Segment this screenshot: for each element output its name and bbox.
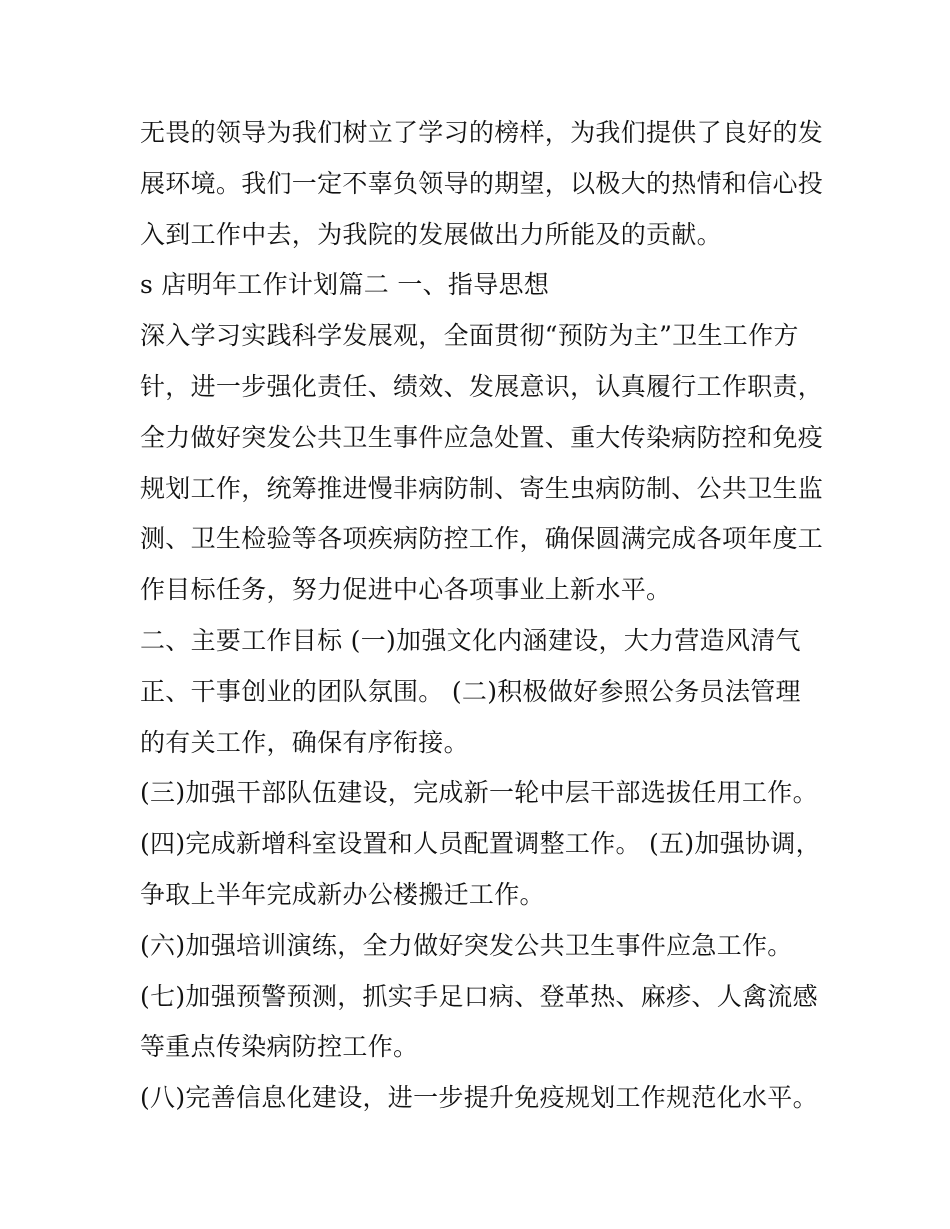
text-line: 入到工作中去，为我院的发展做出力所能及的贡献。: [140, 219, 722, 249]
text-line: (八)完善信息化建设，进一步提升免疫规划工作规范化水平。: [140, 1083, 818, 1113]
text-line: 等重点传染病防控工作。: [140, 1032, 419, 1062]
text-line: 作目标任务，努力促进中心各项事业上新水平。: [140, 575, 672, 605]
text-line: 正、干事创业的团队氛围。 (二)积极做好参照公务员法管理: [140, 676, 801, 706]
document-body: [140, 108, 824, 1124]
text-line: 无畏的领导为我们树立了学习的榜样，为我们提供了良好的发: [140, 118, 824, 147]
section-heading-line: s 店明年工作计划篇二 一、指导思想: [140, 270, 550, 300]
text-line: (七)加强预警预测，抓实手足口病、登革热、麻疹、人禽流感: [140, 981, 818, 1011]
text-line: 规划工作，统筹推进慢非病防制、寄生虫病防制、公共卫生监: [140, 473, 824, 503]
text-line: (三)加强干部队伍建设，完成新一轮中层干部选拔任用工作。: [140, 778, 818, 808]
text-line: 争取上半年完成新办公楼搬迁工作。: [140, 879, 545, 909]
text-line: 展环境。我们一定不辜负领导的期望，以极大的热情和信心投: [140, 168, 824, 198]
text-line: 全力做好突发公共卫生事件应急处置、重大传染病防控和免疫: [140, 422, 824, 452]
text-line: 的有关工作，确保有序衔接。: [140, 727, 469, 757]
text-line: 二、主要工作目标 (一)加强文化内涵建设，大力营造风清气: [140, 625, 801, 655]
text-line: (六)加强培训演练，全力做好突发公共卫生事件应急工作。: [140, 930, 793, 960]
text-line: (四)完成新增科室设置和人员配置调整工作。 (五)加强协调，: [140, 829, 821, 859]
text-line: 测、卫生检验等各项疾病防控工作，确保圆满完成各项年度工: [140, 524, 824, 554]
text-line: 针，进一步强化责任、绩效、发展意识，认真履行工作职责，: [140, 371, 824, 401]
text-line: 深入学习实践科学发展观，全面贯彻“预防为主”卫生工作方: [140, 321, 799, 351]
